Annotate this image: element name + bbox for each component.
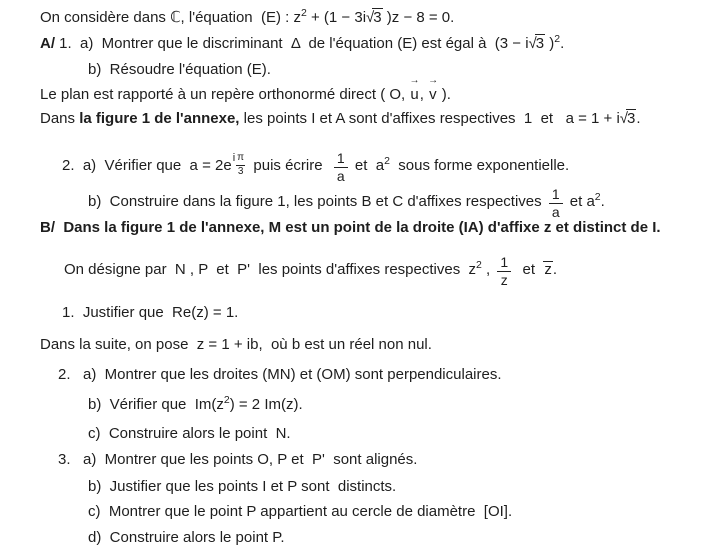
- text-segment: b) Justifier que les points I et P sont distincts.: [88, 478, 397, 495]
- line-q-a1a-discriminant: [40, 34, 564, 53]
- text-segment: On considère dans ℂ, l'équation (E) : z: [40, 9, 301, 26]
- vector-v: [428, 75, 439, 104]
- text-segment: 3. a) Montrer que les points O, P et P' sont alignés.: [58, 451, 418, 468]
- radicand: 3: [373, 9, 382, 26]
- line-q-b1-justifier-Re: [62, 303, 238, 322]
- line-q-b2c-construire-N: [88, 424, 291, 443]
- radical-sign: √: [619, 110, 629, 127]
- vector-letter: v: [429, 86, 437, 103]
- text-segment: c) Construire alors le point N.: [88, 425, 291, 442]
- text-segment: les points I et A sont d'affixes respectives 1 et a = 1 + i: [239, 110, 620, 127]
- fraction-denominator: a: [336, 167, 345, 184]
- text-segment: ).: [437, 86, 451, 103]
- fraction-numerator: π: [236, 153, 245, 166]
- text-segment: ) = 2 Im(z).: [229, 396, 303, 413]
- line-partie-B-intro: [40, 218, 661, 237]
- text-segment: d) Construire alors le point P.: [88, 529, 285, 546]
- text-segment: .: [560, 35, 565, 52]
- line-q-b3d-construire-P: [88, 528, 285, 547]
- vector-arrow-icon: →: [409, 75, 420, 86]
- fraction-denominator: 3: [237, 165, 244, 177]
- text-segment: )z − 8 = 0.: [382, 9, 455, 26]
- text-segment: et: [514, 261, 544, 279]
- radical-sign: √: [528, 35, 537, 52]
- line-equation-statement: [40, 8, 454, 27]
- text-segment: + (1 − 3i: [306, 9, 367, 26]
- text-segment: Le plan est rapporté à un repère orthonormé direct ( O,: [40, 86, 410, 103]
- text-segment: 2. a) Vérifier que a = 2e: [62, 157, 232, 175]
- fraction-1-a: [334, 151, 348, 183]
- text-segment: et a: [350, 157, 385, 175]
- line-q-a1b-resoudre: [88, 60, 271, 79]
- text-segment: ,: [419, 86, 429, 103]
- fraction-numerator: 1: [549, 187, 563, 204]
- fraction-denominator: z: [500, 271, 508, 288]
- text-segment: Dans: [40, 110, 80, 127]
- superscript: 2: [594, 191, 601, 204]
- fraction-numerator: 1: [334, 151, 348, 168]
- text-segment: 1. a) Montrer que le discriminant Δ de l'équation (E) est égal à (3 − i: [55, 35, 529, 52]
- text-segment: 2. a) Montrer que les droites (MN) et (OM) sont perpendiculaires.: [58, 366, 502, 383]
- conjugate-z-bar: z: [544, 261, 552, 279]
- line-q-a2b-construire-B-C: [88, 186, 605, 218]
- fraction-1-a: [549, 187, 563, 219]
- text-segment: et a: [565, 193, 595, 211]
- text-segment: .: [600, 193, 605, 211]
- line-q-b3c-cercle-diametre: [88, 502, 512, 521]
- text-segment: ,: [481, 261, 495, 279]
- text-segment: b) Résoudre l'équation (E).: [88, 61, 271, 78]
- radicand: 3: [535, 35, 545, 52]
- superscript: 2: [384, 155, 390, 168]
- bold-figure-reference: la figure 1 de l'annexe,: [79, 110, 240, 127]
- fraction-numerator: 1: [497, 255, 511, 272]
- sqrt-radical: [366, 9, 383, 26]
- text-segment: 1. Justifier que Re(z) = 1.: [62, 304, 239, 321]
- fraction-1-z: [497, 255, 511, 287]
- text-segment: Dans la suite, on pose z = 1 + ib, où b est un réel non nul.: [40, 336, 432, 353]
- line-points-N-P-Pprime: [64, 254, 557, 286]
- exponent-i-pi-3: [233, 153, 245, 177]
- line-q-b3b-distincts: [88, 477, 396, 496]
- sqrt-radical: [620, 110, 637, 127]
- text-segment: sous forme exponentielle.: [389, 157, 570, 175]
- text-segment: ): [545, 35, 555, 52]
- superscript: 2: [223, 394, 230, 406]
- sqrt-radical: [529, 35, 546, 52]
- line-q-a2a-verifier-exponentielle: [62, 150, 569, 182]
- text-segment: puis écrire: [245, 157, 331, 175]
- vector-arrow-icon: →: [428, 75, 439, 86]
- text-segment: .: [552, 261, 558, 279]
- text-segment: .: [636, 110, 641, 127]
- exponent-i: i: [232, 152, 236, 165]
- line-q-b3a-alignes: [58, 450, 417, 469]
- superscript: 2: [476, 259, 482, 272]
- line-q-b2b-Im: [88, 395, 303, 414]
- fraction-denominator: a: [551, 203, 560, 220]
- text-segment: b) Construire dans la figure 1, les points B et C d'affixes respectives: [88, 193, 546, 211]
- text-segment: c) Montrer que le point P appartient au cercle de diamètre [OI].: [88, 503, 513, 520]
- radical-sign: √: [366, 9, 375, 26]
- section-label-A: A/: [40, 35, 55, 52]
- superscript: 2: [554, 33, 561, 45]
- superscript: 2: [300, 7, 307, 19]
- line-pose-z-1-ib: [40, 335, 432, 354]
- text-segment: On désigne par N , P et P' les points d'affixes respectives z: [64, 261, 477, 279]
- line-repere-orthonorme: [40, 75, 451, 104]
- radicand: 3: [627, 110, 636, 127]
- vector-u: [409, 75, 420, 104]
- text-segment: b) Vérifier que Im(z: [88, 396, 224, 413]
- line-q-b2a-perpendiculaires: [58, 365, 502, 384]
- section-label-B: B/ Dans la figure 1 de l'annexe, M est un point de la droite (IA) d'affixe z et distinct de I.: [40, 219, 661, 236]
- vector-letter: u: [410, 86, 419, 103]
- line-figure1-points-I-A: [40, 109, 641, 128]
- fraction-pi-3: [236, 153, 245, 177]
